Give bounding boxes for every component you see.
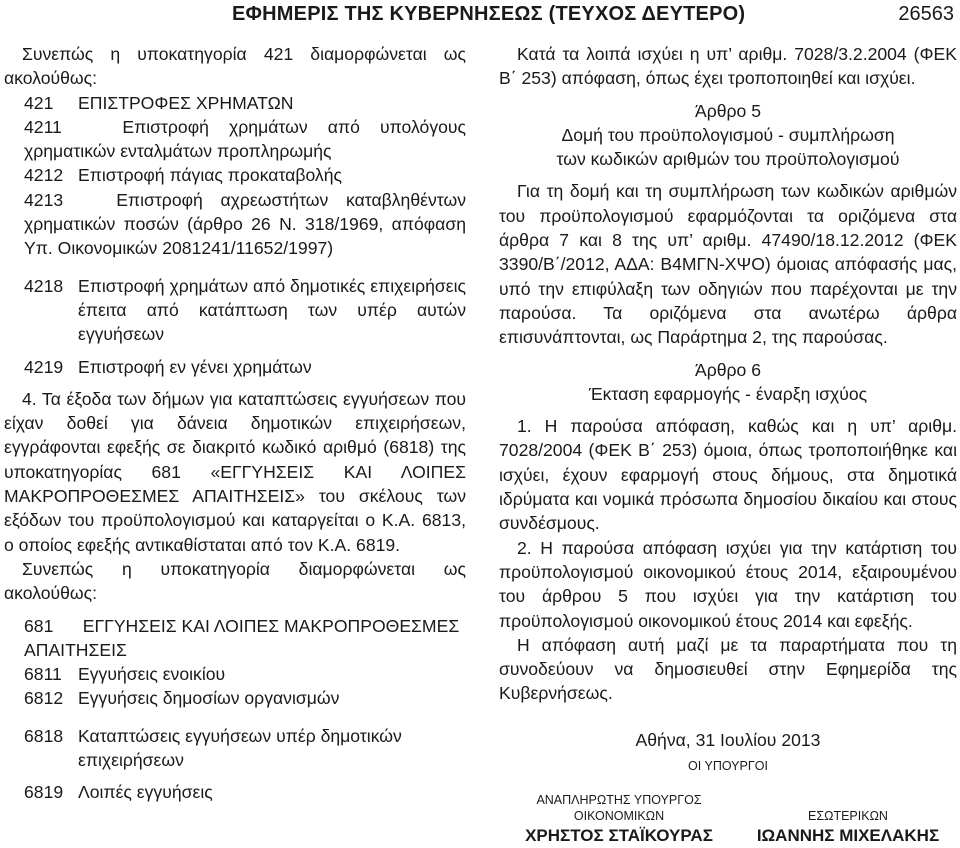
page-header: [0, 0, 960, 34]
item-text: Καταπτώσεις εγγυήσεων υπέρ δημοτικών επιχειρήσεων: [78, 725, 402, 771]
list-item: [4, 115, 466, 164]
item-text: Εγγυήσεις ενοικίου: [78, 664, 226, 685]
intro-paragraph: Συνεπώς η υποκατηγορία 421 διαμορφώνεται ως ακολούθως:: [4, 44, 466, 89]
signatory-name: ΧΡΗΣΤΟΣ ΣΤΑΪΚΟΥΡΑΣ: [525, 826, 713, 846]
item-text: ΕΠΙΣΤΡΟΦΕΣ ΧΡΗΜΑΤΩΝ: [78, 92, 294, 113]
signature-block: [499, 792, 739, 848]
item-code: 4211: [24, 116, 62, 137]
list-item: [4, 163, 466, 187]
article-6-paragraph-3: Η απόφαση αυτή μαζί με τα παραρτήματα που τη συνοδεύουν να δημοσιευθεί στην Εφημερίδα της Κυβερνήσεως.: [499, 634, 957, 704]
list-item: [4, 724, 466, 773]
article-5-subtitle: Δομή του προϋπολογισμού - συμπλήρωση: [561, 124, 895, 145]
list-item: [4, 355, 466, 379]
list-item: [4, 188, 466, 261]
list-item: [4, 780, 466, 804]
right-column: [499, 42, 957, 848]
item-code: 4212: [24, 165, 64, 186]
article-6-paragraph-2: 2. Η παρούσα απόφαση ισχύει για την κατάρτιση του προϋπολογισμού οικονομικού έτους 2014, εξαιρουμένου του άρθρου 5 που ισχύει για την κατάρτιση του προϋπολογισμού οικονομικού έτους 2014 και εφεξής.: [499, 537, 957, 631]
paragraph-4: 4. Τα έξοδα των δήμων για καταπτώσεις εγγυήσεων που είχαν δοθεί για δάνεια δημοτικών επιχειρήσεων, εγγράφονται εφεξής σε διακριτό κωδικό αριθμό (6818) της υποκατηγορίας 681 «ΕΓΓΥΗΣΕΙΣ ΚΑΙ ΛΟΙΠΕΣ ΜΑΚΡΟΠΡΟΘΕΣΜΕΣ ΑΠΑΙΤΗΣΕΙΣ» του σκέλους των εξόδων του προϋπολογισμού και καταργείται ο Κ.Α. 6813, ο οποίος εφεξής αντικαθίσταται από τον Κ.Α. 6819.: [4, 388, 466, 555]
article-6-subtitle: Έκταση εφαρμογής - έναρξη ισχύος: [588, 383, 868, 404]
article-5-text: Για τη δομή και τη συμπλήρωση των κωδικών αριθμών του προϋπολογισμού εφαρμόζονται τα οριζόμενα στα άρθρα 7 και 8 της υπ’ αριθμ. 47490/18.12.2012 (ΦΕΚ 3390/Β΄/2012, ΑΔΑ: Β4ΜΓΝ-ΧΨΟ) όμοιας απόφασής μας, υπό την επιφύλαξη των οδηγιών που παρέχονται με την παρούσα. Τα οριζόμενα στα ανωτέρω άρθρα επισυνάπτονται, ως Παράρτημα 2, της παρούσας.: [499, 181, 957, 348]
intro-paragraph-2: Συνεπώς η υποκατηγορία διαμορφώνεται ως ακολούθως:: [4, 558, 466, 604]
item-code: 6818: [24, 725, 64, 746]
signatory-role: ΟΙΚΟΝΟΜΙΚΩΝ: [573, 809, 665, 824]
item-text: Επιστροφή χρημάτων από υπολόγους χρηματικών ενταλμάτων προπληρωμής: [24, 116, 466, 162]
item-text: Επιστροφή εν γένει χρημάτων: [78, 356, 312, 377]
item-text: Επιστροφή αχρεωστήτων καταβληθέντων χρηματικών ποσών (άρθρο 26 Ν. 318/1969, απόφαση Υπ. Οικονομικών 2081241/11652/1997): [24, 189, 466, 259]
gazette-title: ΕΦΗΜΕΡΙΣ ΤΗΣ ΚΥΒΕΡΝΗΣΕΩΣ (ΤΕΥΧΟΣ ΔΕΥΤΕΡΟ): [232, 3, 746, 25]
paragraph: Κατά τα λοιπά ισχύει η υπ’ αριθμ. 7028/3.2.2004 (ΦΕΚ Β΄ 253) απόφαση, όπως έχει τροποποιηθεί και ισχύει.: [499, 44, 957, 89]
list-item: [4, 614, 466, 663]
article-6-title: Άρθρο 6: [694, 359, 761, 380]
list-item: [4, 686, 466, 710]
item-text: Εγγυήσεις δημοσίων οργανισμών: [78, 688, 340, 709]
page-number: 26563: [898, 3, 954, 25]
item-code: 421: [24, 92, 54, 113]
signatory-role: ΕΣΩΤΕΡΙΚΩΝ: [808, 809, 888, 824]
item-code: 681: [24, 615, 54, 636]
item-text: Λοιπές εγγυήσεις: [78, 782, 213, 803]
item-code: 4218: [24, 275, 64, 296]
signatory-name: ΙΩΑΝΝΗΣ ΜΙΧΕΛΑΚΗΣ: [756, 826, 940, 846]
ministers-label: ΟΙ ΥΠΟΥΡΓΟΙ: [688, 759, 768, 774]
signatures: [499, 792, 957, 848]
left-column: [4, 42, 466, 805]
item-text: Επιστροφή πάγιας προκαταβολής: [78, 165, 342, 186]
item-text: Επιστροφή χρημάτων από δημοτικές επιχειρήσεις έπειτα από κατάπτωση των υπέρ αυτών εγγυήσεων: [78, 275, 466, 345]
list-item: [4, 91, 466, 115]
item-text: ΕΓΓΥΗΣΕΙΣ ΚΑΙ ΛΟΙΠΕΣ ΜΑΚΡΟΠΡΟΘΕΣΜΕΣ ΑΠΑΙΤΗΣΕΙΣ: [24, 615, 460, 660]
article-5-subtitle: των κωδικών αριθμών του προϋπολογισμού: [556, 149, 900, 170]
item-code: 6812: [24, 688, 64, 709]
signatory-role: ΑΝΑΠΛΗΡΩΤΗΣ ΥΠΟΥΡΓΟΣ: [536, 793, 702, 808]
signing-date: Αθήνα, 31 Ιουλίου 2013: [635, 729, 821, 750]
list-item: [4, 662, 466, 686]
item-code: 4219: [24, 356, 64, 377]
item-code: 4213: [24, 189, 64, 210]
signature-block: [739, 808, 957, 848]
article-5-title: Άρθρο 5: [694, 100, 761, 121]
article-6-paragraph-1: 1. Η παρούσα απόφαση, καθώς και η υπ’ αριθμ. 7028/2004 (ΦΕΚ Β΄ 253) όμοια, όπως τροποποιήθηκε και ισχύει, έχουν εφαρμογή στους δήμους, στα δημοτικά ιδρύματα και νομικά πρόσωπα δημοσίου δικαίου και στους συνδέσμους.: [499, 416, 957, 534]
list-item: [4, 274, 466, 347]
item-code: 6811: [24, 664, 62, 685]
item-code: 6819: [24, 782, 64, 803]
